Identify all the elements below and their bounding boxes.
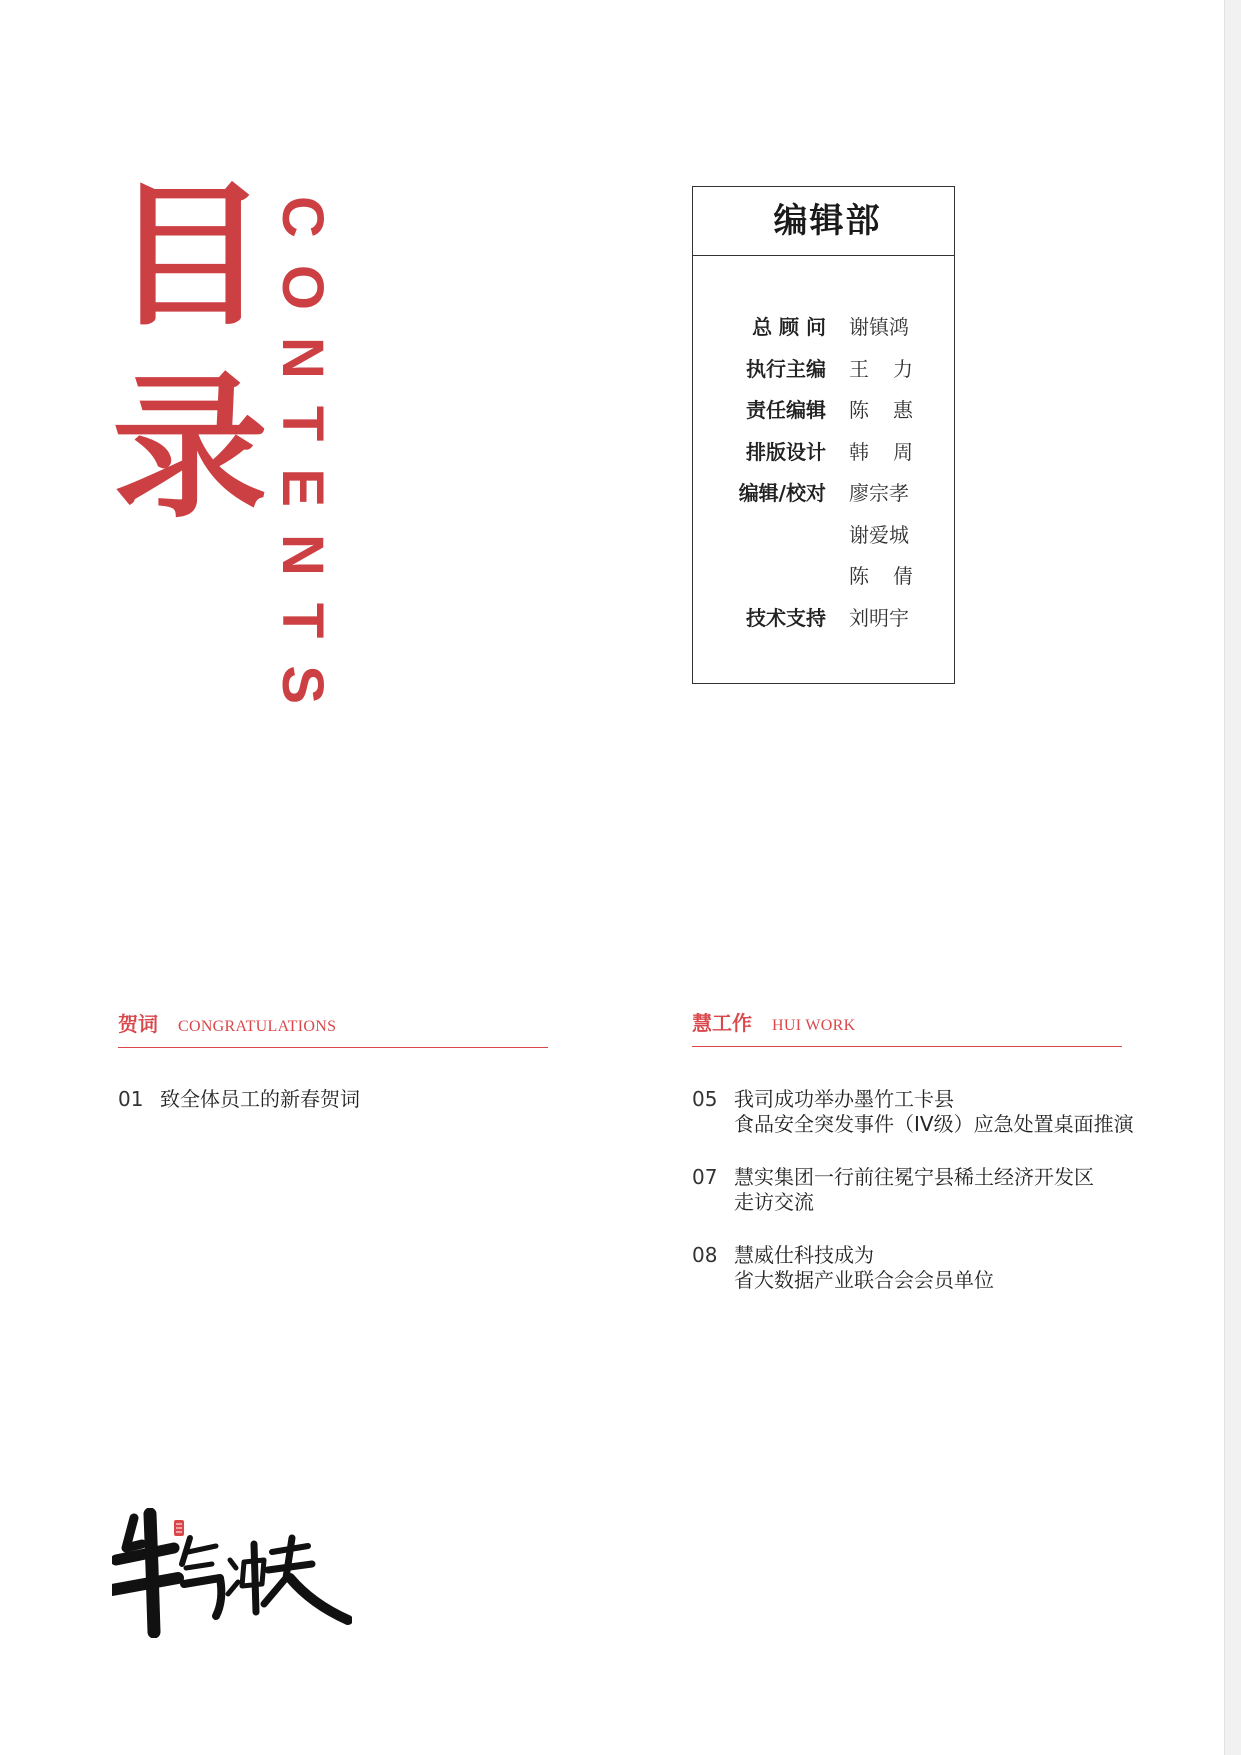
- staff-name-part: 周: [893, 439, 913, 464]
- staff-name-part: 惠: [893, 398, 913, 423]
- editorial-box: [692, 186, 955, 684]
- staff-list: [693, 305, 954, 637]
- toc-title-line: 我司成功举办墨竹工卡县: [734, 1087, 954, 1111]
- staff-name: [849, 311, 913, 340]
- staff-role: 责任编辑: [746, 398, 826, 423]
- section-title-en: HUI WORK: [772, 1017, 856, 1034]
- staff-name-part: 力: [893, 356, 913, 381]
- title-en-vertical: CONTENTS: [270, 196, 335, 731]
- staff-name-part: 谢镇鸿: [849, 315, 909, 340]
- page-title: [110, 160, 270, 544]
- toc-title-line: 省大数据产业联合会会员单位: [734, 1268, 994, 1292]
- staff-name-part: 韩: [849, 439, 869, 464]
- staff-name: [849, 477, 913, 506]
- staff-row: [693, 430, 954, 472]
- staff-row: [693, 471, 954, 513]
- toc-page-number: 05: [692, 1087, 718, 1111]
- page-edge: [1224, 0, 1241, 1755]
- staff-row: [693, 388, 954, 430]
- toc-title: [734, 1243, 994, 1293]
- toc-item[interactable]: [118, 1087, 360, 1112]
- staff-name-part: 王: [849, 356, 869, 381]
- toc-page-number: 01: [118, 1087, 144, 1111]
- staff-row: [693, 554, 954, 596]
- toc-item[interactable]: [692, 1165, 1134, 1215]
- toc-title-line: 致全体员工的新春贺词: [160, 1087, 360, 1111]
- staff-row: [693, 513, 954, 555]
- staff-name-part: 倩: [893, 564, 913, 589]
- toc-title-line: 食品安全突发事件（IV级）应急处置桌面推演: [734, 1112, 1134, 1136]
- staff-role: 排版设计: [746, 439, 826, 464]
- staff-name-part: 刘明宇: [849, 605, 909, 630]
- calligraphy-logo: [112, 1508, 352, 1638]
- staff-name-part: 陈: [849, 398, 869, 423]
- staff-name: [849, 560, 913, 589]
- staff-name: [849, 519, 913, 548]
- staff-role: 技术支持: [746, 605, 826, 630]
- staff-role: 编辑/校对: [738, 481, 826, 506]
- toc-congratulations: [118, 1087, 360, 1140]
- toc-item[interactable]: [692, 1243, 1134, 1293]
- toc-title: [160, 1087, 360, 1112]
- staff-name: [849, 394, 913, 423]
- title-char-2: 录: [112, 357, 268, 539]
- section-header-congratulations: [118, 1008, 548, 1048]
- section-title-cn: 慧工作: [692, 1011, 752, 1035]
- section-header-hui-work: [692, 1007, 1122, 1047]
- toc-item[interactable]: [692, 1087, 1134, 1137]
- staff-row: [693, 347, 954, 389]
- toc-page-number: 08: [692, 1243, 718, 1267]
- toc-title: [734, 1087, 1134, 1137]
- section-title-en: CONGRATULATIONS: [178, 1018, 337, 1035]
- toc-title-line: 慧实集团一行前往冕宁县稀土经济开发区: [734, 1165, 1094, 1189]
- staff-name: [849, 436, 913, 465]
- editorial-title: 编辑部: [693, 187, 954, 256]
- toc-page-number: 07: [692, 1165, 718, 1189]
- staff-role: 执行主编: [746, 356, 826, 381]
- staff-role: 总 顾 问: [752, 315, 826, 340]
- staff-row: [693, 596, 954, 638]
- toc-title: [734, 1165, 1094, 1215]
- staff-name-part: 陈: [849, 564, 869, 589]
- toc-title-line: 慧威仕科技成为: [734, 1243, 874, 1267]
- title-char-1: 目: [112, 165, 268, 347]
- staff-name: [849, 353, 913, 382]
- staff-name: [849, 602, 913, 631]
- toc-hui-work: [692, 1087, 1134, 1321]
- toc-title-line: 走访交流: [734, 1190, 814, 1214]
- staff-row: [693, 305, 954, 347]
- staff-name-part: 廖宗孝: [849, 481, 909, 506]
- section-title-cn: 贺词: [118, 1012, 158, 1036]
- staff-name-part: 谢爱城: [849, 522, 909, 547]
